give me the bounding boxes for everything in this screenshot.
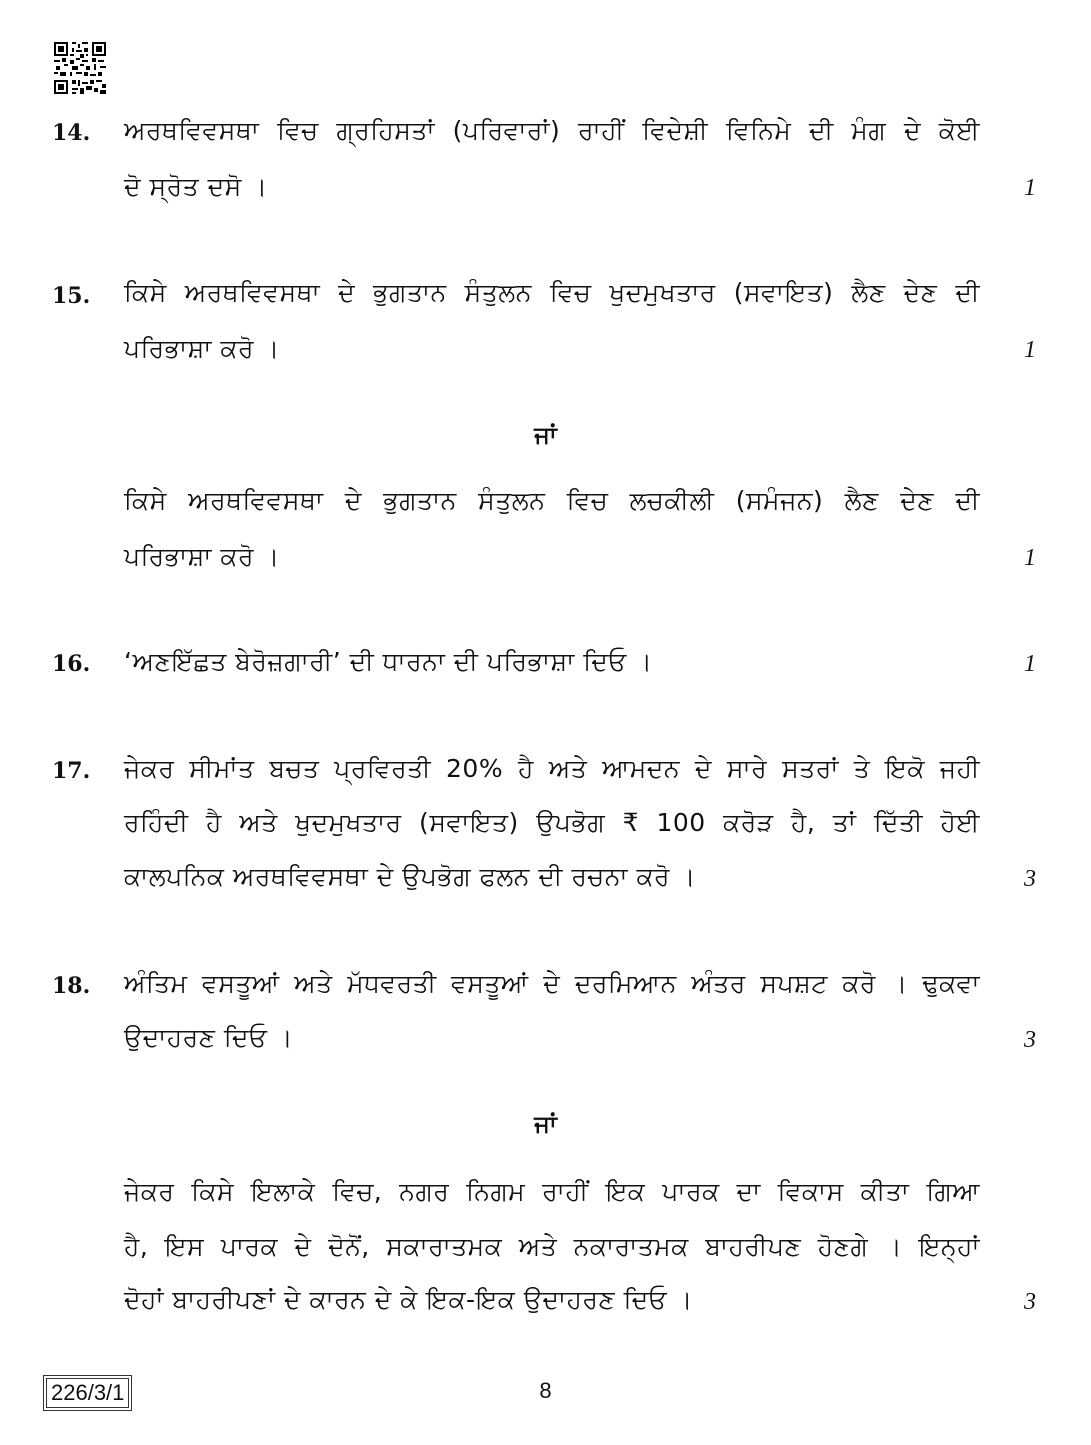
- question-marks: 3: [1024, 1027, 1036, 1053]
- question-text-line: ਹੈ, ਇਸ ਪਾਰਕ ਦੇ ਦੋਨੋਂ, ਸਕਾਰਾਤਮਕ ਅਤੇ ਨਕਾਰਾਤਮਕ ਬਾਹਰੀਪਣ ਹੋਣਗੇ । ਇਨ੍ਹਾਂ: [124, 1232, 980, 1261]
- question-text-line: ‘ਅਣਇੱਛਤ ਬੇਰੋਜ਼ਗਾਰੀ’ ਦੀ ਧਾਰਨਾ ਦੀ ਪਰਿਭਾਸ਼ਾ ਦਿਓ ।: [124, 647, 653, 676]
- question-text-line: ਕਿਸੇ ਅਰਥਵਿਵਸਥਾ ਦੇ ਭੁਗਤਾਨ ਸੰਤੁਲਨ ਵਿਚ ਖੁਦਮੁਖਤਾਰ (ਸਵਾਇਤ) ਲੈਣ ਦੇਣ ਦੀ: [124, 278, 980, 307]
- question-text-line: ਕਾਲਪਨਿਕ ਅਰਥਵਿਵਸਥਾ ਦੇ ਉਪਭੋਗ ਫਲਨ ਦੀ ਰਚਨਾ ਕਰੋ ।: [124, 862, 696, 891]
- question-text-line: ਪਰਿਭਾਸ਼ਾ ਕਰੋ ।: [124, 334, 280, 363]
- paper-code: 226/3/1: [46, 1378, 129, 1408]
- qr-code-icon: [54, 42, 106, 94]
- question-text-line: ਉਦਾਹਰਣ ਦਿਓ ।: [124, 1023, 294, 1052]
- question-text-line: ਅਰਥਵਿਵਸਥਾ ਵਿਚ ਗ੍ਰਹਿਸਤਾਂ (ਪਰਿਵਾਰਾਂ) ਰਾਹੀਂ ਵਿਦੇਸ਼ੀ ਵਿਨਿਮੇ ਦੀ ਮੰਗ ਦੇ ਕੋਈ: [124, 116, 980, 145]
- question-text-line: ਰਹਿੰਦੀ ਹੈ ਅਤੇ ਖੁਦਮੁਖਤਾਰ (ਸਵਾਇਤ) ਉਪਭੋਗ ₹ 100 ਕਰੋੜ ਹੈ, ਤਾਂ ਦਿੱਤੀ ਹੋਈ: [124, 808, 980, 837]
- question-marks: 3: [1024, 866, 1036, 892]
- question-text-line: ਜੇਕਰ ਕਿਸੇ ਇਲਾਕੇ ਵਿਚ, ਨਗਰ ਨਿਗਮ ਰਾਹੀਂ ਇਕ ਪਾਰਕ ਦਾ ਵਿਕਾਸ ਕੀਤਾ ਗਿਆ: [124, 1177, 980, 1206]
- question-number: 14.: [52, 120, 91, 146]
- question-marks: 1: [1024, 651, 1036, 677]
- or-separator: ਜਾਂ: [534, 1110, 557, 1138]
- question-number: 17.: [52, 758, 91, 784]
- question-text-line: ਅੰਤਿਮ ਵਸਤੂਆਂ ਅਤੇ ਮੱਧਵਰਤੀ ਵਸਤੂਆਂ ਦੇ ਦਰਮਿਆਨ ਅੰਤਰ ਸਪਸ਼ਟ ਕਰੋ । ਢੁਕਵਾ: [124, 969, 980, 998]
- question-marks: 1: [1024, 545, 1036, 571]
- or-separator: ਜਾਂ: [534, 421, 557, 449]
- question-number: 18.: [52, 973, 91, 999]
- question-text-line: ਜੇਕਰ ਸੀਮਾਂਤ ਬਚਤ ਪ੍ਰਵਿਰਤੀ 20% ਹੈ ਅਤੇ ਆਮਦਨ ਦੇ ਸਾਰੇ ਸਤਰਾਂ ਤੇ ਇਕੋ ਜਹੀ: [124, 754, 980, 783]
- question-text-line: ਦੋ ਸ੍ਰੋਤ ਦਸੋ ।: [124, 172, 268, 201]
- question-number: 15.: [52, 283, 91, 309]
- question-text-line: ਕਿਸੇ ਅਰਥਵਿਵਸਥਾ ਦੇ ਭੁਗਤਾਨ ਸੰਤੁਲਨ ਵਿਚ ਲਚਕੀਲੀ (ਸਮੰਜਨ) ਲੈਣ ਦੇਣ ਦੀ: [124, 486, 980, 515]
- question-text-line: ਪਰਿਭਾਸ਼ਾ ਕਰੋ ।: [124, 542, 280, 571]
- question-text-line: ਦੋਹਾਂ ਬਾਹਰੀਪਣਾਂ ਦੇ ਕਾਰਨ ਦੇ ਕੇ ਇਕ-ਇਕ ਉਦਾਹਰਣ ਦਿਓ ।: [124, 1285, 693, 1314]
- question-marks: 3: [1024, 1289, 1036, 1315]
- question-marks: 1: [1024, 175, 1036, 201]
- question-number: 16.: [52, 651, 91, 677]
- page-number: 8: [539, 1378, 552, 1403]
- question-marks: 1: [1024, 337, 1036, 363]
